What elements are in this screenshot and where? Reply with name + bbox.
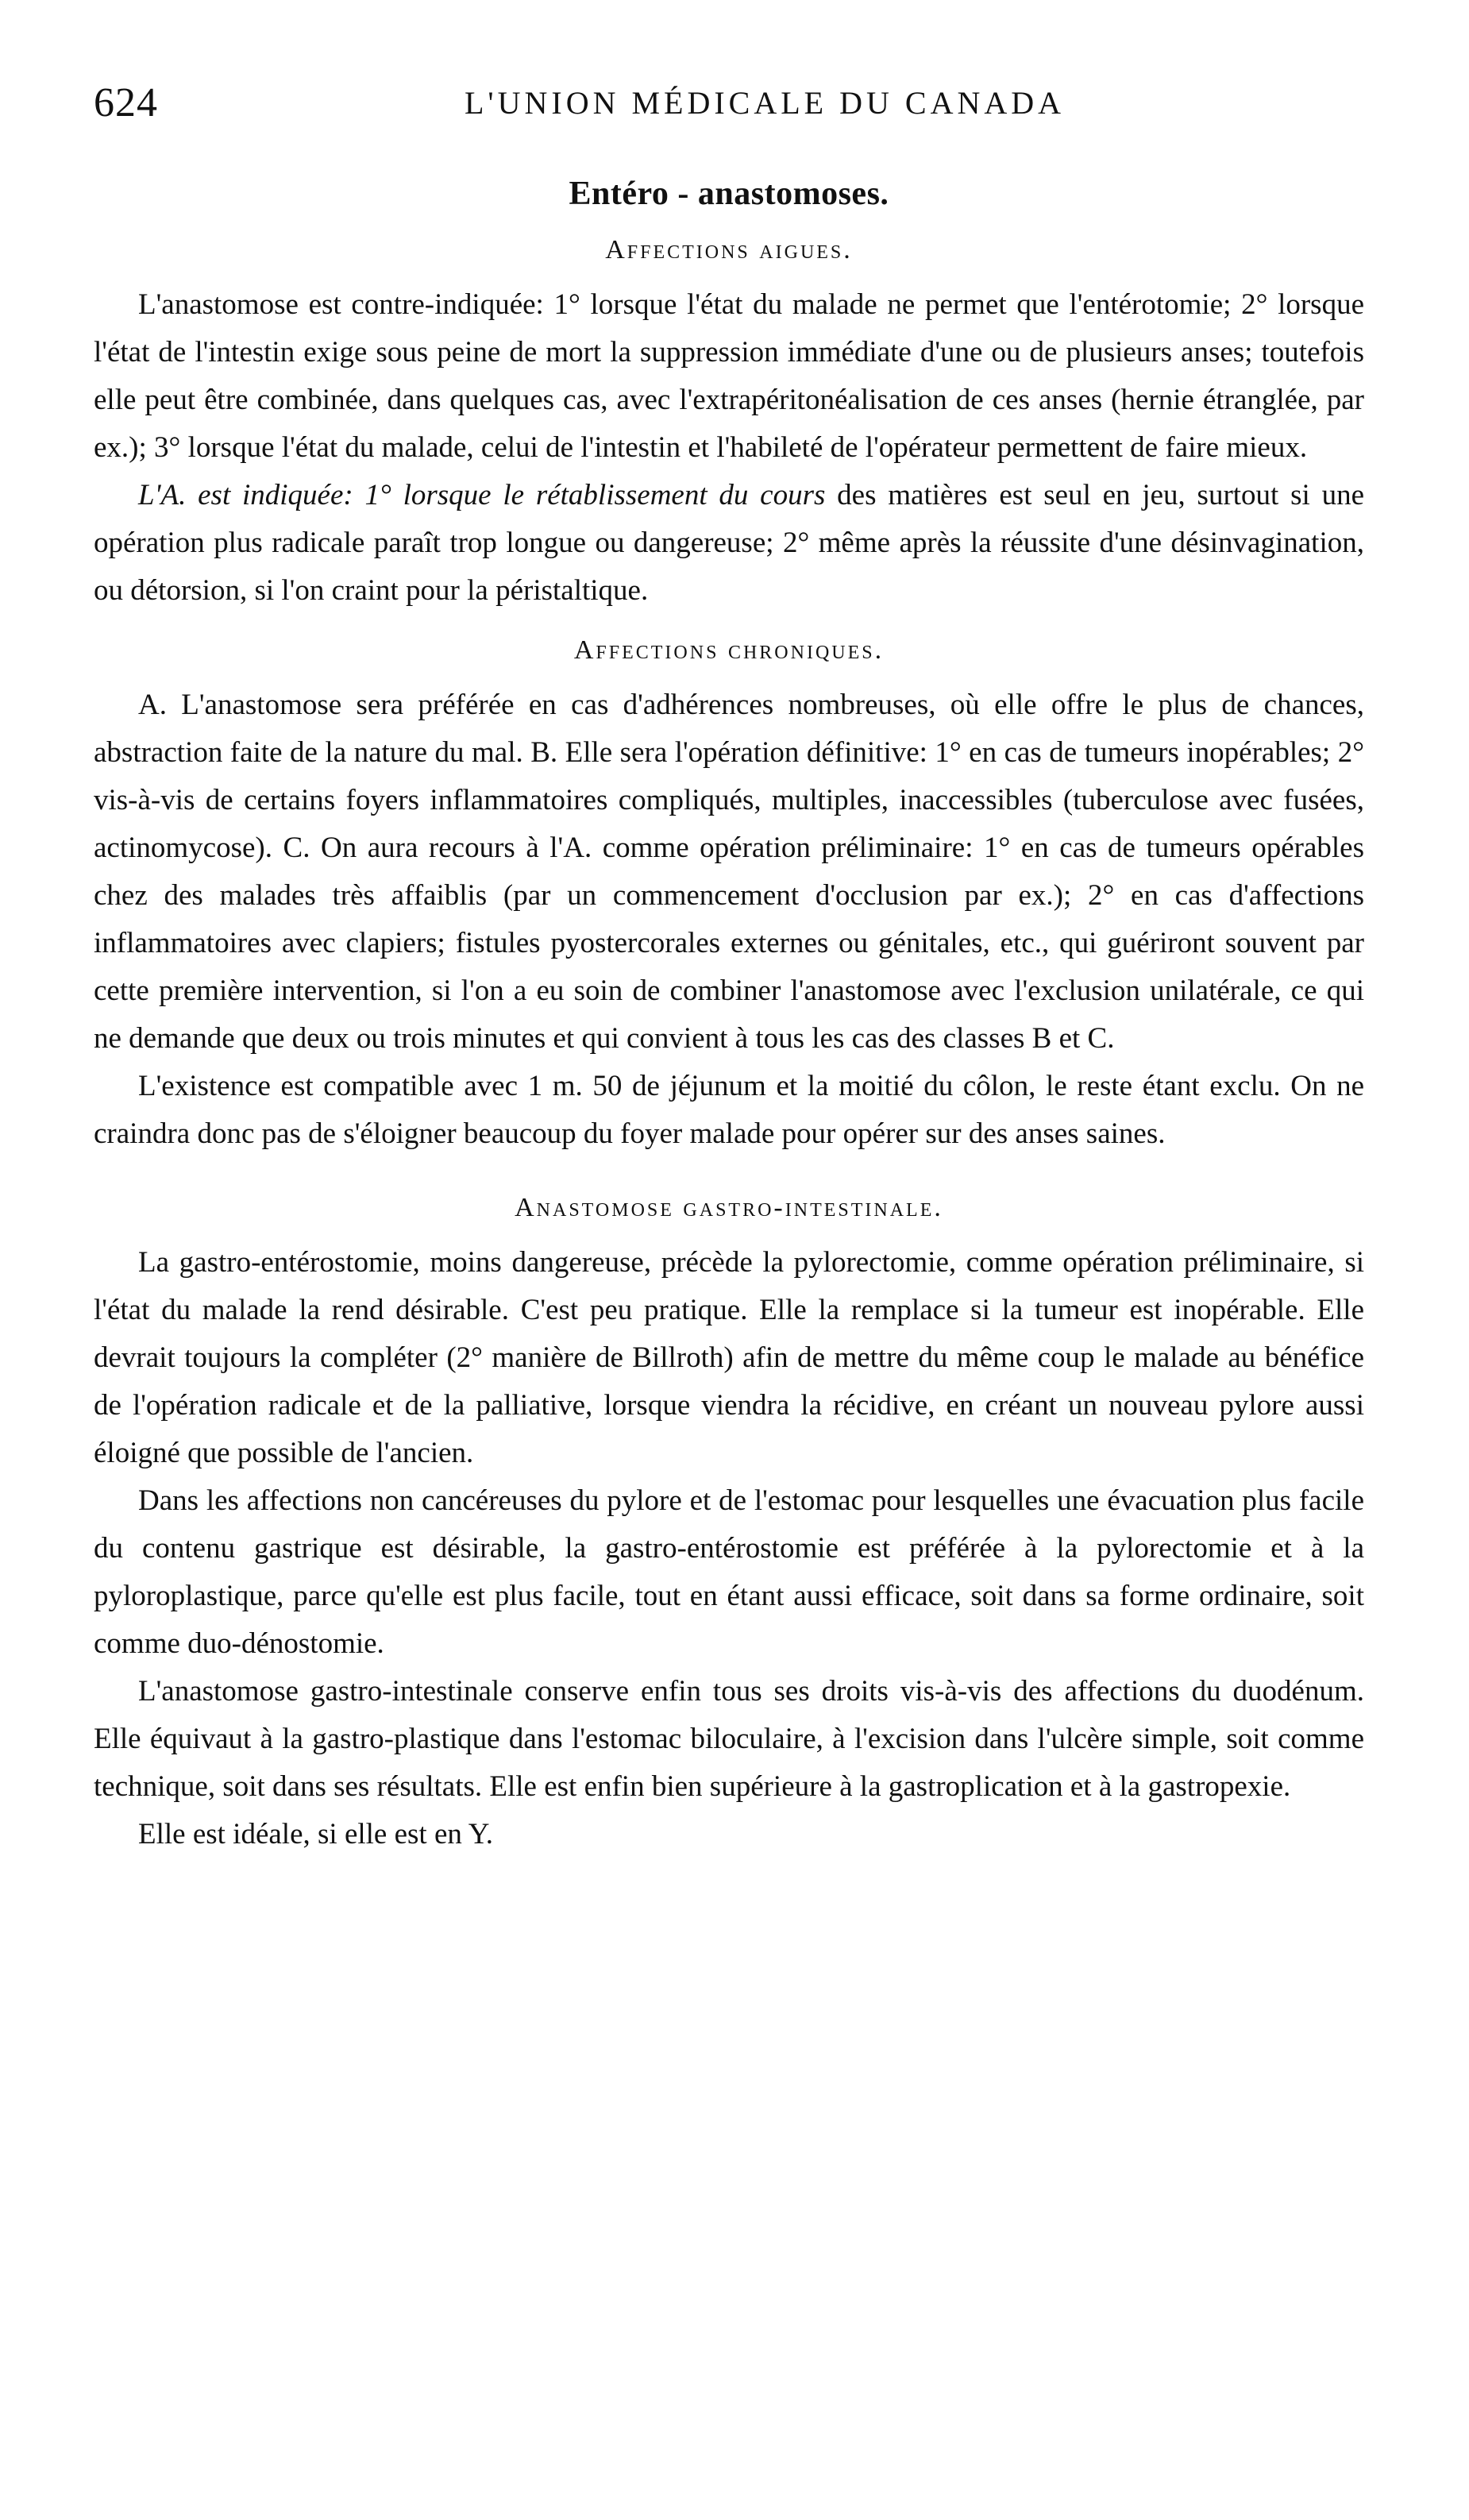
paragraph-text: A. L'anastomose sera préférée en cas d'adhérences nombreuses, où elle offre le plus de chances, abstraction faite de la nature du mal. B. Elle sera l'opération définitive: 1° en cas de tumeurs inopérables; 2° vis-à-vis de certains foyers inflammatoires compliqués, multiples, inaccessibles (tuberculose avec fusées, actinomycose). C. On aura recours à l'A. comme opération préliminaire: 1° en cas de tumeurs opérables chez des malades très affaiblis (par un commencement d'occlusion par ex.); 2° en cas d'affections inflammatoires avec clapiers; fistules pyostercorales externes ou génitales, etc., qui guériront souvent par cette première intervention, si l'on a eu soin de combiner l'anastomose avec l'exclusion unilatérale, ce qui ne demande que deux ou trois minutes et qui convient à tous les cas des classes B et C. — [94, 689, 1364, 1055]
journal-title: L'UNION MÉDICALE DU CANADA — [464, 85, 1066, 121]
paragraph-italic-lead: L'A. est indiquée: 1° lorsque le rétablissement du cours — [138, 479, 826, 511]
paragraph — [94, 1477, 1364, 1668]
section-heading-chronic: Affections chroniques. — [573, 635, 885, 665]
paragraph-text: Dans les affections non cancéreuses du pylore et de l'estomac pour lesquelles une évacuation plus facile du contenu gastrique est désirable, la gastro-entérostomie est préférée à la pylorectomie et à la pyloroplastique, parce qu'elle est plus facile, tout en étant aussi efficace, soit dans sa forme ordinaire, soit comme duo-dénostomie. — [94, 1484, 1364, 1660]
paragraph-text: des matières est seul en jeu, surtout si une opération plus radicale paraît trop longue ou dangereuse; 2° même après la réussite d'une désinvagination, ou détorsion, si l'on craint pour la péristaltique. — [94, 479, 1364, 607]
page-number: 624 — [94, 80, 158, 125]
paragraph — [94, 472, 1364, 615]
running-head — [94, 79, 1364, 143]
section-heading-acute: Affections aigues. — [605, 235, 853, 264]
paragraph — [94, 1811, 1364, 1858]
paragraph — [94, 1063, 1364, 1158]
paragraph — [94, 681, 1364, 1063]
paragraph — [94, 281, 1364, 472]
paragraph-text: Elle est idéale, si elle est en Y. — [138, 1818, 493, 1850]
paragraph-text: L'anastomose gastro-intestinale conserve enfin tous ses droits vis-à-vis des affections du duodénum. Elle équivaut à la gastro-plastique dans l'estomac biloculaire, à l'excision dans l'ulcère simple, soit comme technique, soit dans ses résultats. Elle est enfin bien supérieure à la gastroplication et à la gastropexie. — [94, 1675, 1364, 1803]
paragraph-text: L'existence est compatible avec 1 m. 50 de jéjunum et la moitié du côlon, le reste étant exclu. On ne craindra donc pas de s'éloigner beaucoup du foyer malade pour opérer sur des anses saines. — [94, 1070, 1364, 1150]
article-title: Entéro - anastomoses. — [569, 176, 889, 212]
paragraph-text: La gastro-entérostomie, moins dangereuse, précède la pylorectomie, comme opération préliminaire, si l'état du malade la rend désirable. C'est peu pratique. Elle la remplace si la tumeur est inopérable. Elle devrait toujours la compléter (2° manière de Billroth) afin de mettre du même coup le malade au bénéfice de l'opération radicale et de la palliative, lorsque viendra la récidive, en créant un nouveau pylore aussi éloigné que possible de l'ancien. — [94, 1246, 1364, 1469]
paragraph-text: L'anastomose est contre-indiquée: 1° lorsque l'état du malade ne permet que l'entérotomie; 2° lorsque l'état de l'intestin exige sous peine de mort la suppression immédiate d'une ou de plusieurs anses; toutefois elle peut être combinée, dans quelques cas, avec l'extrapéritonéalisation de ces anses (hernie étranglée, par ex.); 3° lorsque l'état du malade, celui de l'intestin et l'habileté de l'opérateur permettent de faire mieux. — [94, 288, 1364, 464]
document-page — [94, 79, 1364, 1858]
section-heading-gastro: Anastomose gastro-intestinale. — [515, 1193, 943, 1222]
paragraph — [94, 1239, 1364, 1477]
paragraph — [94, 1668, 1364, 1811]
